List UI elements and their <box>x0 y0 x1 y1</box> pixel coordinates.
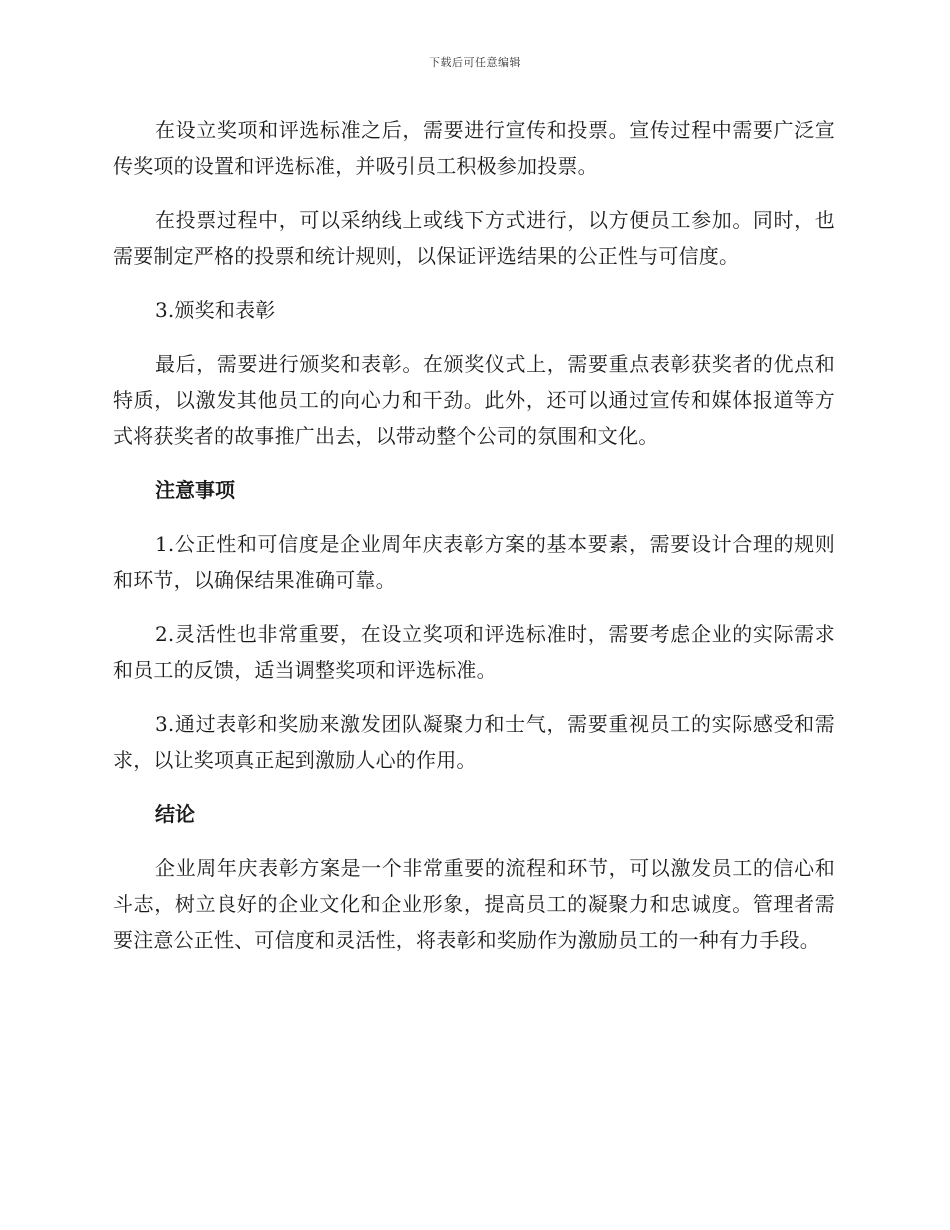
subheading-awards: 3.颁奖和表彰 <box>155 298 276 322</box>
paragraph-awards: 最后，需要进行颁奖和表彰。在颁奖仪式上，需要重点表彰获奖者的优点和特质，以激发其他员工的向心力和干劲。此外，还可以通过宣传和媒体报道等方式将获奖者的故事推广出去，以带动整个公司的氛围和文化。 <box>113 352 835 448</box>
heading-conclusion: 结论 <box>155 802 195 826</box>
paragraph-publicity-voting: 在设立奖项和评选标准之后，需要进行宣传和投票。宣传过程中需要广泛宣传奖项的设置和评选标准，并吸引员工积极参加投票。 <box>113 118 835 178</box>
note-item-1: 1.公正性和可信度是企业周年庆表彰方案的基本要素，需要设计合理的规则和环节，以确保结果准确可靠。 <box>113 532 835 592</box>
heading-notes: 注意事项 <box>155 478 235 502</box>
note-item-3: 3.通过表彰和奖励来激发团队凝聚力和士气，需要重视员工的实际感受和需求，以让奖项真正起到激励人心的作用。 <box>113 712 835 772</box>
page-header: 下载后可任意编辑 <box>429 56 521 69</box>
paragraph-voting-process: 在投票过程中，可以采纳线上或线下方式进行，以方便员工参加。同时，也需要制定严格的投票和统计规则，以保证评选结果的公正性与可信度。 <box>113 208 835 268</box>
document-body <box>113 112 835 976</box>
paragraph-conclusion: 企业周年庆表彰方案是一个非常重要的流程和环节，可以激发员工的信心和斗志，树立良好的企业文化和企业形象，提高员工的凝聚力和忠诚度。管理者需要注意公正性、可信度和灵活性，将表彰和奖励作为激励员工的一种有力手段。 <box>113 856 835 952</box>
note-item-2: 2.灵活性也非常重要，在设立奖项和评选标准时，需要考虑企业的实际需求和员工的反馈，适当调整奖项和评选标准。 <box>113 622 835 682</box>
